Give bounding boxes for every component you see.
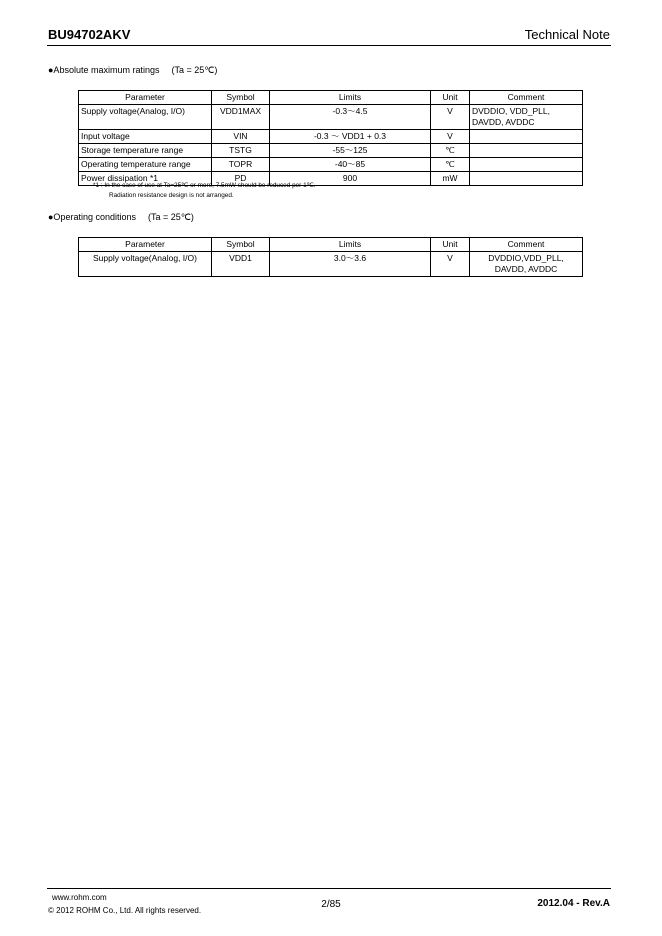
cell-symbol: VDD1 [212,252,270,277]
cell-limits: 900 [270,172,431,186]
col-unit: Unit [431,238,470,252]
col-unit: Unit [431,91,470,105]
op-cond-heading [48,212,194,223]
col-limits: Limits [270,91,431,105]
cell-comment: DVDDIO, VDD_PLL, DAVDD, AVDDC [470,105,583,130]
cell-parameter: Operating temperature range [79,158,212,172]
cell-parameter: Storage temperature range [79,144,212,158]
document-type: Technical Note [524,27,610,42]
cell-unit: V [431,252,470,277]
revision-label: 2012.04 - Rev.A [537,898,610,909]
cell-unit: V [431,105,470,130]
cell-comment: DVDDIO,VDD_PLL, DAVDD, AVDDC [470,252,583,277]
table-row [79,144,583,158]
cell-limits: -0.3 ～ VDD1 + 0.3 [270,130,431,144]
cell-unit: ℃ [431,158,470,172]
table-row [79,252,583,277]
footnote-radiation: Radiation resistance design is not arranged. [109,192,234,199]
op-cond-condition: (Ta = 25℃) [148,212,194,222]
abs-max-heading [48,65,217,76]
abs-max-title: ●Absolute maximum ratings [48,65,160,75]
cell-parameter: Supply voltage(Analog, I/O) [79,252,212,277]
col-symbol: Symbol [212,238,270,252]
col-symbol: Symbol [212,91,270,105]
cell-parameter: Input voltage [79,130,212,144]
cell-symbol: VIN [212,130,270,144]
footer-copyright: © 2012 ROHM Co., Ltd. All rights reserved. [48,906,202,915]
footnotes [93,181,316,201]
header-rule [47,45,611,46]
cell-parameter: Power dissipation *1 [79,172,212,186]
cell-unit: ℃ [431,144,470,158]
cell-symbol: PD [212,172,270,186]
cell-comment [470,130,583,144]
abs-max-table [78,90,583,186]
col-comment: Comment [470,238,583,252]
cell-comment [470,172,583,186]
table-header-row [79,91,583,105]
cell-limits: -55～125 [270,144,431,158]
cell-symbol: TOPR [212,158,270,172]
cell-limits: -40～85 [270,158,431,172]
page-number: 2/85 [321,899,341,910]
op-cond-table [78,237,583,277]
op-cond-title: ●Operating conditions [48,212,136,222]
col-limits: Limits [270,238,431,252]
cell-parameter: Supply voltage(Analog, I/O) [79,105,212,130]
footer-url: www.rohm.com [52,893,107,902]
cell-symbol: TSTG [212,144,270,158]
col-parameter: Parameter [79,238,212,252]
table-row [79,158,583,172]
cell-limits: 3.0～3.6 [270,252,431,277]
cell-unit: V [431,130,470,144]
table-header-row [79,238,583,252]
cell-comment [470,144,583,158]
cell-unit: mW [431,172,470,186]
abs-max-condition: (Ta = 25℃) [171,65,218,75]
col-parameter: Parameter [79,91,212,105]
table-row [79,130,583,144]
col-comment: Comment [470,91,583,105]
table-row [79,105,583,130]
cell-limits: -0.3～4.5 [270,105,431,130]
cell-comment [470,158,583,172]
footnote-derating: *1 : In the case of use at Ta=25℃ or more, 7.5mW should be reduced per 1℃. [93,182,316,189]
cell-symbol: VDD1MAX [212,105,270,130]
part-number: BU94702AKV [48,27,131,42]
footer-rule [47,888,611,889]
